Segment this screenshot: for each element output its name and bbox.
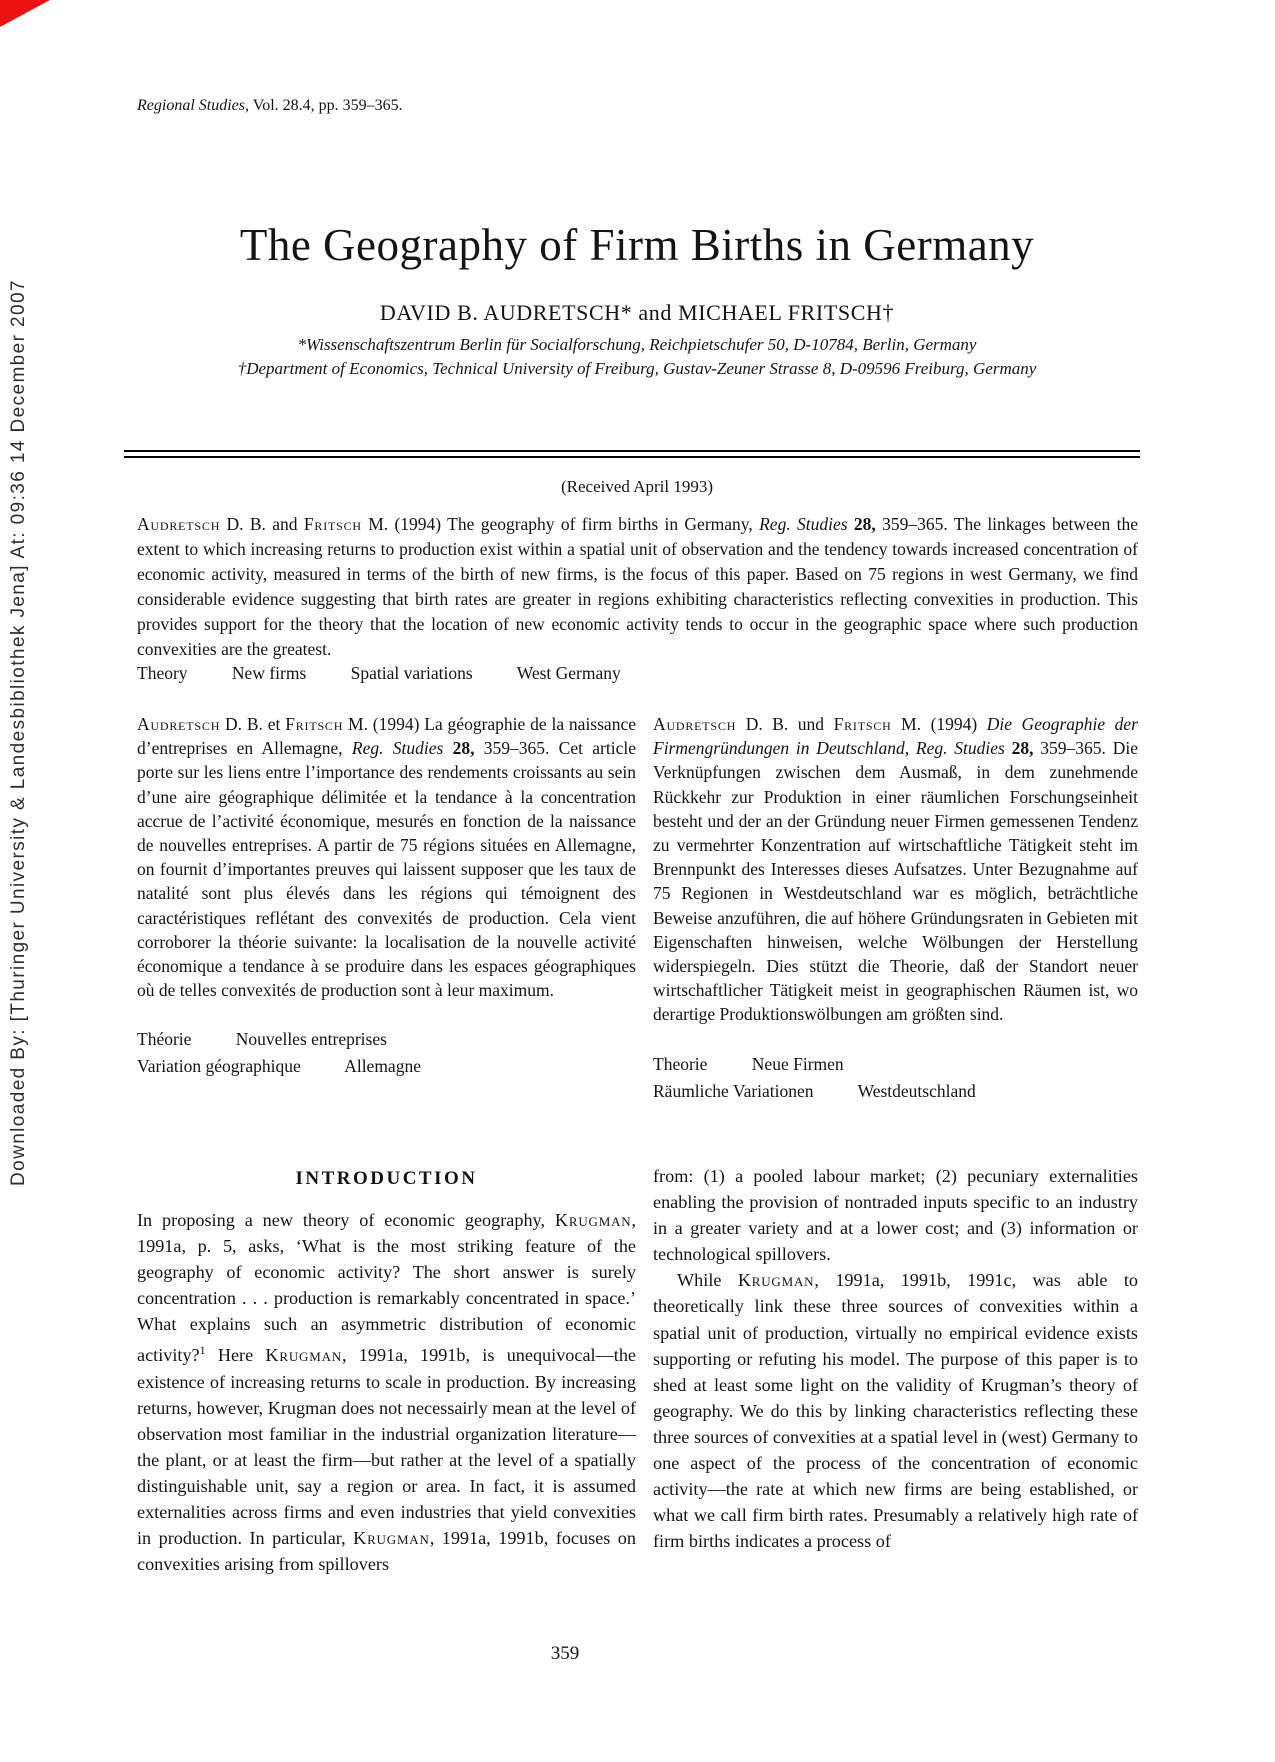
keyword-item: West Germany — [516, 663, 621, 683]
keyword-item: Théorie — [137, 1029, 192, 1050]
introduction-paragraph-right-2: While Krugman, 1991a, 1991b, 1991c, was able to theoretically link these three sources of convexities within a spatial unit of production, virtually no empirical evidence exists supporting or refuting his model. The purpose of this paper is to shed at least some light on the validity of Krugman’s theory of geography. We do this by linking characteristics reflecting these three sources of convexities at a spatial level in (west) Germany to one aspect of the process of the concentration of economic activity—the rate at which new firms are being established, or what we call firm birth rates. Presumably a relatively high rate of firm births indicates a process of — [653, 1270, 1138, 1552]
received-note: (Received April 1993) — [560, 477, 713, 496]
abstract-german-column — [653, 712, 1138, 1105]
authors-line: DAVID B. AUDRETSCH* and MICHAEL FRITSCH† — [379, 300, 895, 325]
keyword-item: Spatial variations — [350, 663, 473, 683]
abstract-french: Audretsch D. B. et Fritsch M. (1994) La géographie de la naissance d’entreprises en Allemagne, Reg. Studies 28, 359–365. Cet article porte sur les liens entre l’importance des rendements croissants au sein d’une aire géographique délimitée et la tendance à la concentration accrue de l’activité économique, mesurés en fonction de la naissance de nouvelles entreprises. A partir de 75 régions situées en Allemagne, on fournit d’importantes preuves qui laissent supposer que les taux de natalité sont plus élevés dans les régions qui témoignent des caractéristiques reflétant des convexités de production. Cela vient corroborer la théorie suivante: la localisation de la nouvelle activité économique a tendance à se produire dans les espaces géographiques où de telles convexités de production sont à leur maximum. — [137, 714, 636, 1001]
keyword-item: Nouvelles entreprises — [235, 1029, 387, 1050]
download-watermark: Downloaded By: [Thuringer University & Landesbibliothek Jena] At: 09:36 14 December 2007 — [8, 279, 29, 1186]
journal-name: Regional Studies — [137, 97, 245, 114]
keywords-french-line-1 — [137, 1026, 636, 1053]
introduction-right-column — [653, 1163, 1138, 1554]
keywords-french — [137, 1026, 636, 1080]
abstract-german: Audretsch D. B. und Fritsch M. (1994) Die Geographie der Firmengründungen in Deutschland, Reg. Studies 28, 359–365. Die Verknüpfungen zwischen dem Ausmaß, in dem zunehmende Rückkehr zur Produktion in einer räumlichen Forschungseinheit besteht und der an der Gründung neuer Firmen gemessenen Tendenz zu vermehrter Konzentration auf wirtschaftliche Tätigkeit steht im Brennpunkt des Interesses dieses Aufsatzes. Unter Bezugnahme auf 75 Regionen in Westdeutschland war es möglich, beträchtliche Beweise anzuführen, die auf höhere Gründungsraten in Gebieten mit Eigenschaften hinweisen, welche Wölbungen der Herstellung widerspiegeln. Dies stützt die Theorie, daß der Standort neuer wirtschaftlicher Tätigkeit meist in geographischen Räumen ist, wo derartige Produktionswölbungen am größten sind. — [653, 714, 1138, 1025]
introduction-heading: INTRODUCTION — [295, 1168, 478, 1189]
keyword-item: Neue Firmen — [751, 1053, 844, 1074]
keyword-item: Theorie — [653, 1053, 708, 1074]
affiliation-line-2: †Department of Economics, Technical University of Freiburg, Gustav-Zeuner Strasse 8, D-09596 Freiburg, Germany — [237, 359, 1037, 378]
keyword-item: Variation géographique — [137, 1056, 301, 1077]
divider-rule — [124, 450, 1140, 458]
abstract-french-column — [137, 712, 636, 1080]
journal-header — [137, 97, 403, 115]
keywords-german-line-2 — [653, 1078, 1138, 1105]
keywords-german-line-1 — [653, 1051, 1138, 1078]
page-number: 359 — [550, 1643, 580, 1664]
keywords-english — [137, 663, 1137, 684]
affiliations-block — [137, 333, 1137, 381]
keyword-item: Theory — [137, 663, 188, 683]
keyword-item: New firms — [231, 663, 307, 683]
keyword-item: Allemagne — [344, 1056, 421, 1077]
paper-title: The Geography of Firm Births in Germany — [239, 220, 1035, 270]
abstract-english: Audretsch D. B. and Fritsch M. (1994) The geography of firm births in Germany, Reg. Studies 28, 359–365. The linkages between the extent to which increasing returns to production exist within a spatial unit of observation and the tendency towards increased concentration of economic activity, measured in terms of the birth of new firms, is the focus of this paper. Based on 75 regions in west Germany, we find considerable evidence suggesting that birth rates are greater in regions exhibiting characteristics reflecting convexities in production. This provides support for the theory that the location of new economic activity tends to occur in the geographic space where such production convexities are the greatest. — [137, 514, 1138, 659]
keyword-item: Westdeutschland — [857, 1080, 976, 1101]
keywords-french-line-2 — [137, 1053, 636, 1080]
keyword-item: Räumliche Variationen — [653, 1080, 814, 1101]
introduction-paragraph-right-1: from: (1) a pooled labour market; (2) pecuniary externalities enabling the provision of nontraded inputs specific to an industry in a greater variety and at a lower cost; and (3) information or technological spillovers. — [653, 1166, 1138, 1265]
journal-issue-info: , Vol. 28.4, pp. 359–365. — [244, 97, 403, 114]
affiliation-line-1: *Wissenschaftszentrum Berlin für Socialforschung, Reichpietschufer 50, D-10784, Berlin, Germany — [297, 335, 977, 354]
introduction-paragraph-left: In proposing a new theory of economic geography, Krugman, 1991a, p. 5, asks, ‘What is the most striking feature of the geography of economic activity? The short answer is surely concentration . . . production is remarkably concentrated in space.’ What explains such an asymmetric distribution of economic activity?$^1$ Here Krugman, 1991a, 1991b, is unequivocal—the existence of increasing returns to scale in production. By increasing returns, however, Krugman does not necessairly mean at the level of observation most familiar in the industrial organization literature—the plant, or at least the firm—but rather at the level of a spatially distinguishable unit, say a region or area. In fact, it is assumed externalities across firms and even industries that yield convexities in production. In particular, Krugman, 1991a, 1991b, focuses on convexities arising from spillovers — [137, 1210, 636, 1575]
keywords-german — [653, 1051, 1138, 1105]
